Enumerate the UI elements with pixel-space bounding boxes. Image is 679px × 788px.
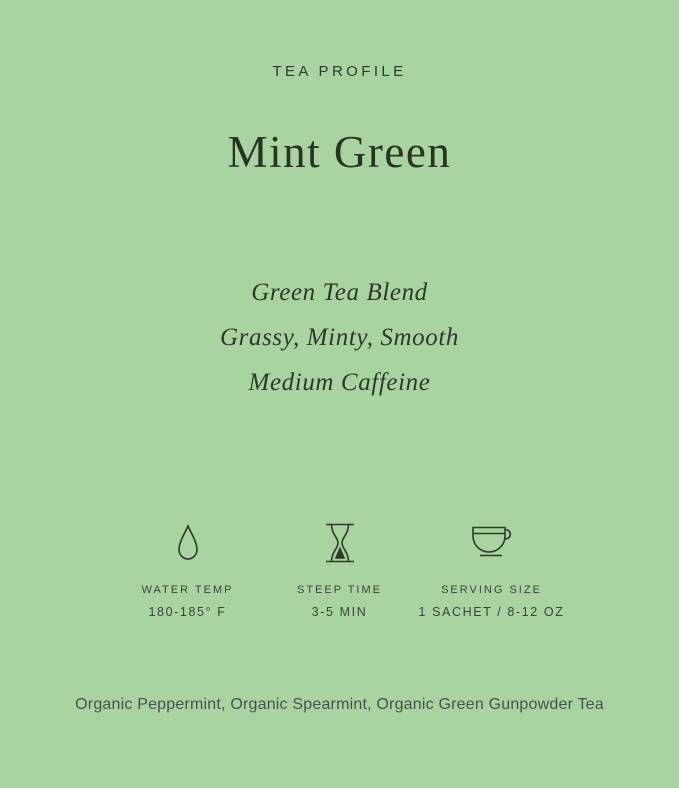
teacup-icon bbox=[416, 518, 568, 568]
hourglass-icon bbox=[264, 518, 416, 568]
ingredients-line: Organic Peppermint, Organic Spearmint, Organic Green Gunpowder Tea bbox=[75, 696, 604, 713]
spec-steep-time bbox=[264, 518, 416, 619]
spec-value: 1 SACHET / 8-12 OZ bbox=[418, 605, 565, 619]
spec-label: WATER TEMP bbox=[141, 584, 234, 596]
page-title: Mint Green bbox=[227, 127, 452, 177]
spec-value: 180-185° F bbox=[148, 605, 227, 619]
tasting-note-flavor: Grassy, Minty, Smooth bbox=[220, 324, 459, 351]
spec-serving-size bbox=[416, 518, 568, 619]
spec-label: STEEP TIME bbox=[296, 584, 382, 596]
tasting-note-caffeine: Medium Caffeine bbox=[248, 369, 431, 396]
spec-value: 3-5 MIN bbox=[311, 605, 368, 619]
brew-specs-row bbox=[112, 518, 568, 619]
water-drop-icon bbox=[112, 518, 264, 568]
spec-water-temp bbox=[112, 518, 264, 619]
spec-label: SERVING SIZE bbox=[441, 584, 542, 596]
tasting-notes bbox=[0, 270, 679, 405]
tasting-note-blend: Green Tea Blend bbox=[251, 279, 428, 306]
eyebrow-label: TEA PROFILE bbox=[272, 63, 407, 80]
